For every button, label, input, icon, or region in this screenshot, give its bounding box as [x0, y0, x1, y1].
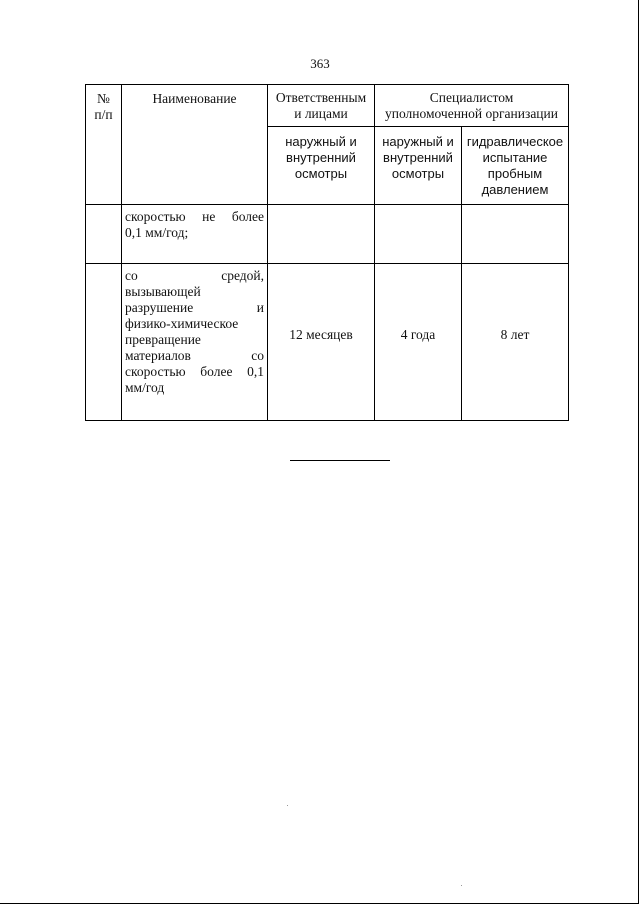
- subheader-line: наружный и: [382, 134, 454, 149]
- header-number: [86, 85, 122, 205]
- header-number-sign: №: [97, 91, 110, 106]
- header-number-abbr: п/п: [94, 107, 113, 122]
- row-number-cell: [86, 264, 122, 421]
- subheader-line: осмотры: [391, 166, 445, 181]
- row-hydraulic-test-cell: 8 лет: [462, 264, 569, 421]
- subheader-line: наружный и: [285, 134, 357, 149]
- closing-rule-divider: [290, 460, 390, 461]
- row-name-line: скоростью не более: [125, 209, 264, 224]
- subheader-responsible-inspection: [268, 127, 375, 205]
- header-specialist-line2: уполномоченной организации: [384, 106, 558, 121]
- subheader-specialist-inspection: [375, 127, 462, 205]
- row-name-line: мм/год: [125, 380, 165, 395]
- inspection-schedule-table: [85, 84, 569, 421]
- row-number-cell: [86, 205, 122, 264]
- row-name-line: со средой,: [125, 268, 264, 283]
- row-hydraulic-test-cell: [462, 205, 569, 264]
- row-responsible-cell: [268, 205, 375, 264]
- row-name-line: вызывающей: [125, 284, 201, 299]
- header-specialist: [375, 85, 569, 127]
- row-name-line: материалов со: [125, 348, 264, 363]
- subheader-line: гидравлическое: [466, 134, 564, 149]
- subheader-line: внутренний: [383, 150, 453, 165]
- row-name-cell: [122, 264, 268, 421]
- header-responsible-line2: и лицами: [294, 106, 348, 121]
- header-responsible: [268, 85, 375, 127]
- row-responsible-cell: 12 месяцев: [268, 264, 375, 421]
- scan-speck: [461, 885, 462, 886]
- subheader-line: испытание: [482, 150, 548, 165]
- table-row: [86, 205, 569, 264]
- subheader-line: пробным: [487, 166, 543, 181]
- scan-speck: [287, 805, 288, 806]
- header-specialist-line1: Специалистом: [429, 90, 514, 105]
- row-name-line: разрушение и: [125, 300, 264, 315]
- table-row: [86, 264, 569, 421]
- row-name-line: скоростью более 0,1: [125, 364, 264, 379]
- subheader-hydraulic-test: [462, 127, 569, 205]
- row-name-line: физико-химическое: [125, 316, 239, 331]
- row-name-cell: [122, 205, 268, 264]
- row-name-line: 0,1 мм/год;: [125, 225, 189, 240]
- subheader-line: осмотры: [294, 166, 348, 181]
- header-responsible-line1: Ответственным: [275, 90, 367, 105]
- header-name: Наименование: [122, 85, 268, 205]
- row-specialist-inspection-cell: [375, 205, 462, 264]
- row-name-line: превращение: [125, 332, 201, 347]
- row-specialist-inspection-cell: 4 года: [375, 264, 462, 421]
- page-number: 363: [310, 56, 330, 71]
- subheader-line: давлением: [481, 182, 549, 197]
- subheader-line: внутренний: [286, 150, 356, 165]
